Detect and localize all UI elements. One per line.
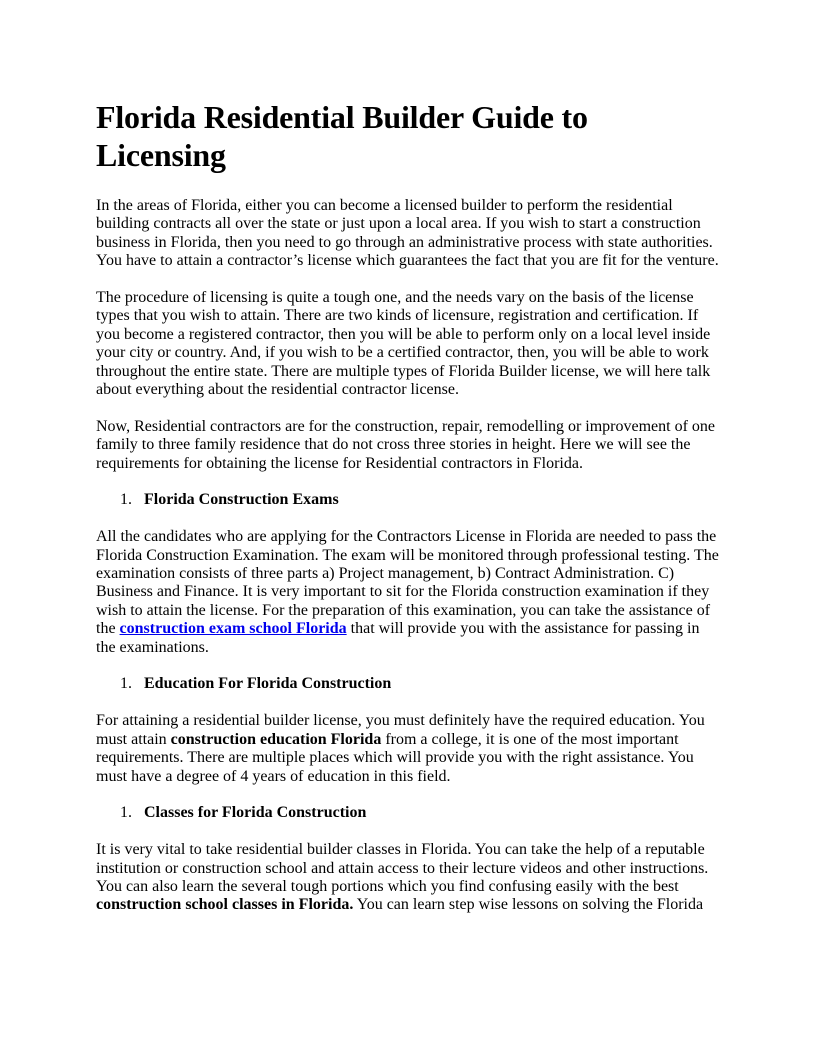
exams-text-start: All the candidates who are applying for the Contractors License in Florida are needed to pass the Florida Construction Examination. The exam will be monitored through professional testing. The examination consists of three parts a) Project management, b) Contract Administration. C) Business and Finance. It is very important to sit for the Florida construction examination if they wish to attain the license. For the preparation of this examination, you can take the assistance of the bbox=[96, 528, 719, 638]
classes-paragraph bbox=[96, 841, 720, 915]
education-bold-text: construction education Florida bbox=[170, 730, 382, 748]
section-heading-exams bbox=[96, 491, 720, 509]
list-number: 1. bbox=[120, 675, 132, 693]
education-paragraph bbox=[96, 712, 720, 786]
section-heading-education bbox=[96, 675, 720, 693]
education-text-end: from a college, it is one of the most important requirements. There are multiple places which will provide you with the right assistance. You must have a degree of 4 years of education in this field. bbox=[96, 730, 694, 785]
section-heading-label: Classes for Florida Construction bbox=[144, 804, 367, 822]
classes-text-start: It is very vital to take residential builder classes in Florida. You can take the help of a reputable institution or construction school and attain access to their lecture videos and other instructions. You can also learn the several tough portions which you find confusing easily with the best bbox=[96, 841, 709, 895]
page-title: Florida Residential Builder Guide to Licensing bbox=[96, 99, 588, 173]
exams-paragraph bbox=[96, 528, 720, 657]
section-heading-classes bbox=[96, 804, 720, 822]
classes-text-end: You can learn step wise lessons on solving the Florida bbox=[353, 896, 704, 914]
classes-bold-text: construction school classes in Florida. bbox=[96, 896, 354, 914]
intro-paragraph: In the areas of Florida, either you can become a licensed builder to perform the residential building contracts all over the state or just upon a local area. If you wish to start a construction business in Florida, then you need to go through an administrative process with state authorities. You have to attain a contractor’s license which guarantees the fact that you are fit for the venture. bbox=[96, 197, 719, 270]
residential-contractors-paragraph: Now, Residential contractors are for the construction, repair, remodelling or improvement of one family to three family residence that do not cross three stories in height. Here we will see the requirements for obtaining the license for Residential contractors in Florida. bbox=[96, 417, 716, 472]
exams-text-end: that will provide you with the assistance for passing in the examinations. bbox=[96, 620, 700, 656]
list-number: 1. bbox=[120, 804, 132, 822]
licensing-paragraph: The procedure of licensing is quite a tough one, and the needs vary on the basis of the license types that you wish to attain. There are two kinds of licensure, registration and certification. If you become a registered contractor, then you will be able to perform only on a local level inside your city or country. And, if you wish to be a certified contractor, then, you will be able to work throughout the entire state. There are multiple types of Florida Builder license, we will here talk about everything about the residential contractor license. bbox=[96, 289, 711, 399]
construction-exam-school-link[interactable]: construction exam school Florida bbox=[119, 620, 347, 638]
list-number: 1. bbox=[120, 491, 132, 509]
document-page bbox=[96, 98, 720, 933]
education-text-start: For attaining a residential builder license, you must definitely have the required education. You must attain bbox=[96, 712, 705, 748]
section-heading-label: Florida Construction Exams bbox=[144, 491, 339, 509]
section-heading-label: Education For Florida Construction bbox=[144, 675, 392, 693]
